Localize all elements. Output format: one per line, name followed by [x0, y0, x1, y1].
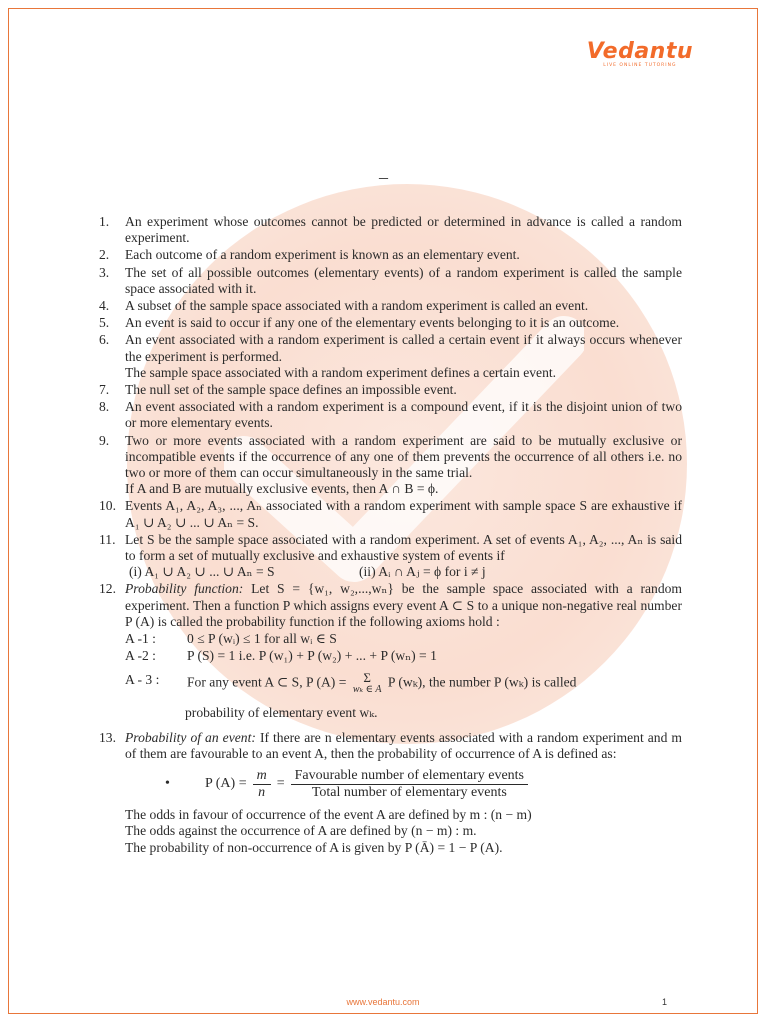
item-text: Each outcome of a random experiment is known as an elementary event.	[125, 247, 520, 263]
item-text: An event associated with a random experiment is called a certain event if it always occurs whenever the experiment is performed.	[125, 332, 682, 364]
list-item	[97, 214, 682, 246]
odds-line: The probability of non-occurrence of A is given by P (Ā) = 1 − P (A).	[125, 839, 503, 855]
item-number: 1.	[99, 214, 110, 229]
header-dash: –	[379, 167, 388, 187]
axiom-note: probability of elementary event wₖ.	[185, 705, 378, 721]
axiom-row	[125, 672, 682, 695]
item-number: 4.	[99, 298, 110, 314]
list-item	[97, 433, 682, 498]
formula-equals: =	[276, 776, 285, 792]
axiom-body: 0 ≤ P (wᵢ) ≤ 1 for all wᵢ ∈ S	[187, 631, 337, 647]
fraction-numerator: Favourable number of elementary events	[291, 768, 528, 785]
axiom-label: A -1 :	[125, 631, 156, 647]
item-number: 13.	[99, 729, 116, 745]
list-item	[97, 399, 682, 431]
footer-url[interactable]: www.vedantu.com	[346, 997, 420, 1007]
list-item	[97, 265, 682, 297]
vedantu-logo	[587, 39, 693, 68]
list-item	[97, 298, 682, 314]
axiom-body-pre: For any event A ⊂ S, P (A) =	[187, 675, 347, 691]
item-text: Two or more events associated with a random experiment are said to be mutually exclusive or incompatible events if the occurrence of any one of them prevents the occurrence of all others i.e. no two or more of them can occur simultaneously in the same trial.	[125, 432, 682, 481]
list-item	[97, 532, 682, 581]
sigma-sum	[353, 672, 382, 695]
list-item	[97, 730, 682, 856]
condition-ii: (ii) Aᵢ ∩ Aⱼ = ϕ for i ≠ j	[359, 564, 486, 580]
axiom-body	[187, 672, 682, 695]
page-number: 1	[661, 997, 667, 1007]
axiom-body: P (S) = 1 i.e. P (w₁) + P (w₂) + ... + P (wₙ) = 1	[187, 648, 437, 664]
axiom-body-post: P (wₖ), the number P (wₖ) is called	[387, 675, 577, 691]
fraction-denominator: Total number of elementary events	[311, 785, 507, 801]
fraction-favourable-total	[291, 768, 528, 801]
odds-line: The odds in favour of occurrence of the event A are defined by m : (n − m)	[125, 807, 532, 823]
condition-i: (i) A₁ ∪ A₂ ∪ ... ∪ Aₙ = S	[129, 564, 275, 580]
item-text: If there are n elementary events associated with a random experiment and m of them are favourable to an event A, then the probability of occurrence of A is defined as:	[125, 729, 683, 761]
axiom-label: A - 3 :	[125, 672, 160, 688]
item-text: An event associated with a random experiment is a compound event, if it is the disjoint union of two or more elementary events.	[125, 399, 682, 431]
item-label: Probability of an event:	[125, 729, 256, 745]
item-number: 2.	[99, 247, 110, 263]
list-item	[97, 247, 682, 263]
list-item	[97, 332, 682, 381]
item-conditions	[125, 564, 682, 580]
item-number: 11.	[99, 531, 116, 547]
item-number: 6.	[99, 332, 110, 348]
item-number: 7.	[99, 382, 110, 398]
item-extra: If A and B are mutually exclusive events, then A ∩ B = ϕ.	[125, 481, 439, 497]
item-number: 3.	[99, 264, 110, 280]
axiom-label: A -2 :	[125, 648, 156, 664]
list-item	[97, 581, 682, 721]
list-item	[97, 498, 682, 530]
fraction-denominator: n	[258, 785, 266, 801]
item-label: Probability function:	[125, 581, 244, 597]
formula-bullet: •	[165, 776, 170, 792]
logo-text: Vedantu	[586, 39, 693, 64]
item-number: 10.	[99, 498, 116, 514]
item-text: An event is said to occur if any one of the elementary events belonging to it is an outcome.	[125, 315, 620, 331]
document-page	[8, 8, 758, 1014]
item-text: Events A₁, A₂, A₃, ..., Aₙ associated with a random experiment with sample space S are exhaustive if A₁ ∪ A₂ ∪ ... ∪ Aₙ = S.	[125, 498, 682, 530]
item-number: 9.	[99, 432, 110, 448]
formula-lhs: P (A) =	[205, 776, 247, 792]
item-number: 8.	[99, 399, 110, 415]
axiom-row	[125, 648, 682, 664]
odds-line: The odds against the occurrence of A are defined by (n − m) : m.	[125, 823, 477, 839]
item-text: A subset of the sample space associated with a random experiment is called an event.	[125, 298, 589, 314]
item-number: 5.	[99, 315, 110, 331]
probability-formula	[165, 768, 682, 801]
axiom-row	[125, 631, 682, 647]
item-text: An experiment whose outcomes cannot be predicted or determined in advance is called a random experiment.	[125, 214, 682, 246]
fraction-numerator: m	[253, 768, 271, 785]
item-text: Let S = {w₁, w₂,...,wₙ} be the sample space associated with a random experiment. Then a function P which assigns every event A ⊂ S to a unique non-negative real number P (A) is called the probability function if the following axioms hold :	[125, 581, 682, 629]
item-text: Let S be the sample space associated with a random experiment. A set of events A₁, A₂, ..., Aₙ is said to form a set of mutually exclusive and exhaustive system of events if	[125, 531, 682, 564]
sigma-symbol: Σ	[363, 670, 371, 686]
notes-content	[97, 214, 682, 857]
list-item	[97, 315, 682, 331]
fraction-m-n	[253, 768, 271, 801]
list-item	[97, 382, 682, 398]
logo-tagline: LIVE ONLINE TUTORING	[603, 63, 677, 68]
item-extra: The sample space associated with a random experiment defines a certain event.	[125, 364, 557, 380]
item-number: 12.	[99, 581, 116, 597]
item-text: The null set of the sample space defines an impossible event.	[125, 382, 457, 398]
item-text: The set of all possible outcomes (elementary events) of a random experiment is called the sample space associated with it.	[125, 264, 682, 296]
sigma-subscript: wₖ ∈ A	[352, 684, 382, 696]
